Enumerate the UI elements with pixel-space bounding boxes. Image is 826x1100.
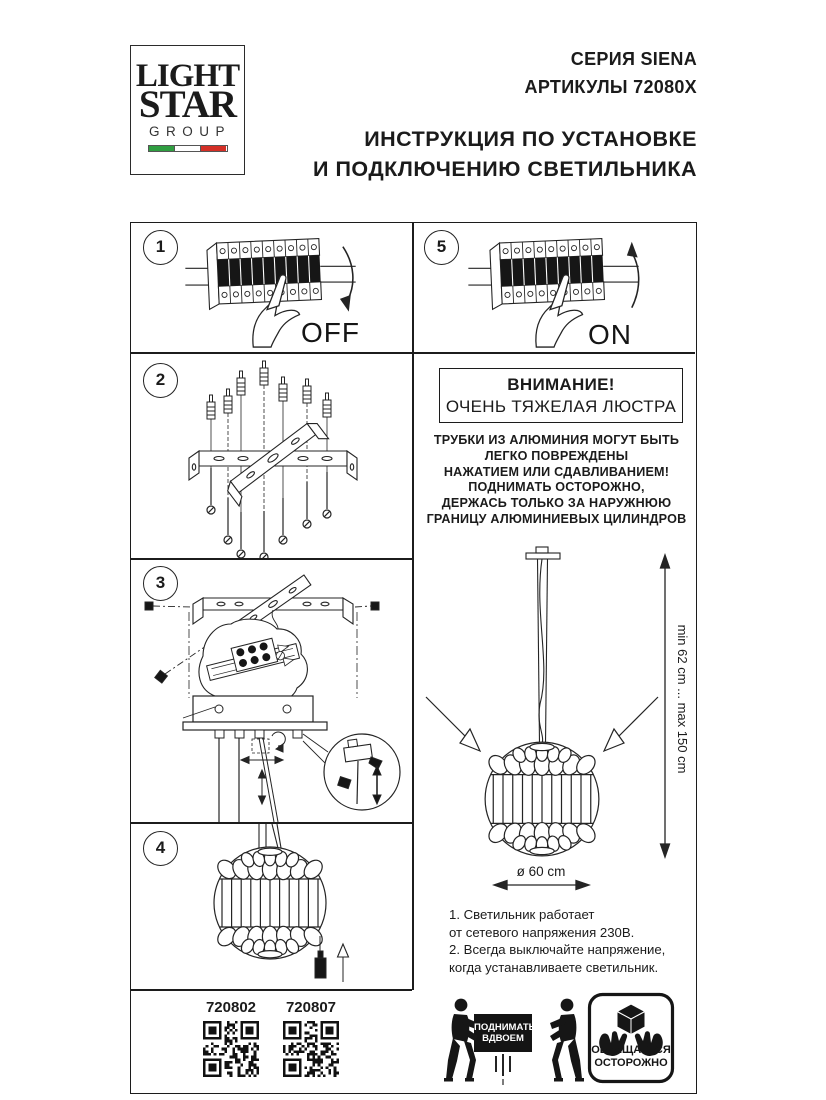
flag-green <box>149 146 174 151</box>
header-series-block <box>525 46 697 101</box>
step-2-number: 2 <box>143 363 178 398</box>
article-number-720802: 720802 <box>205 999 257 1016</box>
step-3-panel <box>131 560 412 822</box>
flag-white <box>174 146 201 151</box>
articles-title: АРТИКУЛЫ 72080X <box>524 76 697 97</box>
logo-group-text: GROUP <box>148 124 231 139</box>
mounting-bracket-illustration <box>131 354 412 558</box>
crystal-sphere-icon <box>485 742 599 856</box>
brand-logo <box>130 45 245 175</box>
lift-label: ПОДНИМАТЬ ВДВОЕМ <box>474 1022 536 1044</box>
right-column <box>414 354 698 1093</box>
warning-box <box>439 368 683 423</box>
logo-light-text: LIGHT <box>135 58 240 94</box>
sphere-assembly-illustration <box>131 824 412 989</box>
off-label: OFF <box>301 317 360 348</box>
canopy-assembly-illustration <box>131 560 412 822</box>
warning-subtitle: ОЧЕНЬ ТЯЖЕЛАЯ ЛЮСТРА <box>445 397 677 416</box>
step-5-panel <box>414 223 698 352</box>
step-1-number: 1 <box>143 230 178 265</box>
article-number-720807: 720807 <box>285 999 337 1016</box>
step-3-number: 3 <box>143 566 178 601</box>
step-2-panel <box>131 354 412 558</box>
step-1-panel <box>131 223 412 352</box>
document-title-line2: И ПОДКЛЮЧЕНИЮ СВЕТИЛЬНИКА <box>313 156 697 181</box>
warning-paragraph: ТРУБКИ ИЗ АЛЮМИНИЯ МОГУТ БЫТЬ ЛЕГКО ПОВРЕЖДЕНЫ НАЖАТИЕМ ИЛИ СДАВЛИВАНИЕМ! ПОДНИМАТЬ ОСТОРОЖНО, ДЕРЖАСЬ ТОЛЬКО ЗА НАРУЖНЮЮ ГРАНИЦУ АЛЮМИНИЕВЫХ ЦИЛИНДРОВ <box>426 433 687 526</box>
article-qr-cell <box>131 991 412 1093</box>
step-4-number: 4 <box>143 831 178 866</box>
warning-title: ВНИМАНИЕ! <box>507 375 615 394</box>
breaker-on-illustration <box>414 223 695 351</box>
breaker-off-illustration <box>131 223 412 351</box>
porter-left-icon <box>444 999 478 1082</box>
step-5-number: 5 <box>424 230 459 265</box>
document-title <box>313 125 697 184</box>
logo-star-text: STAR <box>138 83 237 126</box>
on-label: ON <box>588 319 632 350</box>
chandelier-dimensions-illustration <box>414 539 699 899</box>
diameter-label: ø 60 cm <box>516 864 566 879</box>
usage-notes: 1. Светильник работает от сетевого напряжения 230В. 2. Всегда выключайте напряжение, когда устанавливаете светильник. <box>449 907 666 975</box>
italian-flag-bar <box>148 145 228 152</box>
qr-code-720807 <box>283 1021 339 1077</box>
instruction-grid <box>130 222 697 1094</box>
handle-with-care-icon <box>587 992 675 1084</box>
qr-code-720802 <box>203 1021 259 1077</box>
porter-right-icon <box>550 999 584 1082</box>
step-4-panel <box>131 824 412 989</box>
crystal-sphere-icon <box>214 847 326 959</box>
flag-red <box>201 146 226 151</box>
height-range-label: min 62 cm ... max 150 cm <box>675 624 690 774</box>
document-title-line1: ИНСТРУКЦИЯ ПО УСТАНОВКЕ <box>364 127 697 151</box>
care-label: ОБРАЩАТЬСЯ ОСТОРОЖНО <box>591 1044 671 1069</box>
series-title: СЕРИЯ SIENA <box>570 49 697 69</box>
